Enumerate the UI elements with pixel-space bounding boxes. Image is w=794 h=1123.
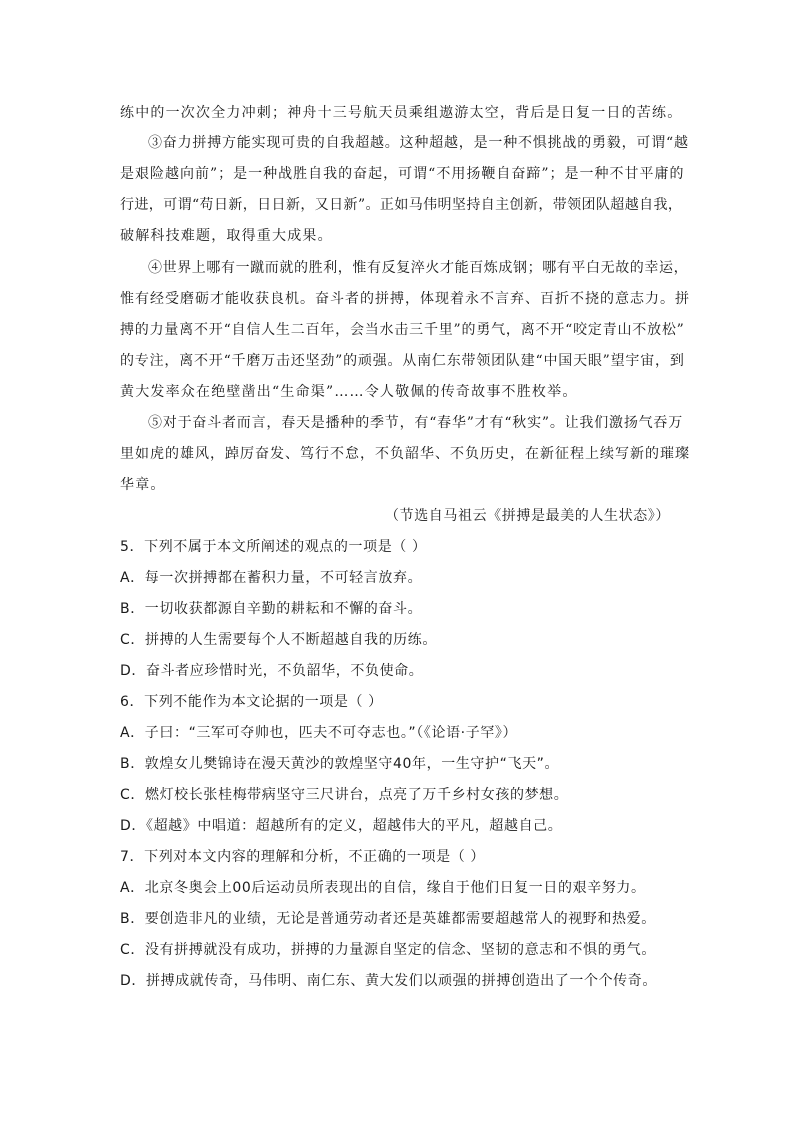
question-5-option-a: A．每一次拼搏都在蓄积力量，不可轻言放弃。 — [120, 570, 423, 586]
passage-paragraph-5: ⑤对于奋斗者而言，春天是播种的季节，有“春华”才有“秋实”。让我们激扬气吞万 — [148, 415, 684, 431]
question-6-option-d: D．《超越》中唱道：超越所有的定义，超越伟大的平凡，超越自己。 — [120, 818, 563, 834]
question-7-option-c: C．没有拼搏就没有成功，拼搏的力量源自坚定的信念、坚韧的意志和不惧的勇气。 — [120, 942, 656, 958]
passage-line: 练中的一次次全力冲刺；神舟十三号航天员乘组遨游太空，背后是日复一日的苦练。 — [120, 105, 683, 121]
passage-paragraph-3: ③奋力拼搏方能实现可贵的自我超越。这种超越，是一种不惧挑战的勇毅，可谓“越 — [148, 135, 689, 151]
passage-line: 是艰险越向前”；是一种战胜自我的奋起，可谓“不用扬鞭自奋蹄”；是一种不甘平庸的 — [120, 166, 685, 182]
question-5-option-c: C．拼搏的人生需要每个人不断超越自我的历练。 — [120, 632, 437, 648]
question-5-option-d: D．奋斗者应珍惜时光，不负韶华，不负使命。 — [120, 663, 424, 679]
passage-line: 行进，可谓“苟日新，日日新，又日新”。正如马伟明坚持自主创新，带领团队超越自我， — [120, 197, 683, 213]
question-5-option-b: B．一切收获都源自辛勤的耕耘和不懈的奋斗。 — [120, 601, 423, 617]
passage-line: 惟有经受磨砺才能收获良机。奋斗者的拼搏，体现着永不言弃、百折不挠的意志力。拼 — [120, 291, 690, 307]
passage-source: （节选自马祖云《拼搏是最美的人生状态》） — [385, 508, 670, 524]
question-7-option-d: D．拼搏成就传奇，马伟明、南仁东、黄大发们以顽强的拼搏创造出了一个个传奇。 — [120, 973, 657, 989]
question-6-option-b: B．敦煌女儿樊锦诗在漫天黄沙的敦煌坚守40年，一生守护“飞天”。 — [120, 756, 560, 772]
passage-line: 华章。 — [120, 477, 166, 493]
passage-line: 搏的力量离不开“自信人生二百年，会当水击三千里”的勇气，离不开“咬定青山不放松” — [120, 322, 685, 338]
question-6-option-a: A．子曰：“三军可夺帅也，匹夫不可夺志也。”（《论语·子罕》） — [120, 725, 518, 741]
passage-line: 的专注，离不开“千磨万击还坚劲”的顽强。从南仁东带领团队建“中国天眼”望宇宙，到 — [120, 353, 685, 369]
passage-line: 里如虎的雄风，踔厉奋发、笃行不怠，不负韶华、不负历史，在新征程上续写新的璀璨 — [120, 446, 690, 462]
question-6-option-c: C．燃灯校长张桂梅带病坚守三尺讲台，点亮了万千乡村女孩的梦想。 — [120, 787, 569, 803]
question-5-stem: 5．下列不属于本文所阐述的观点的一项是（ ） — [120, 539, 427, 555]
question-7-option-b: B．要创造非凡的业绩，无论是普通劳动者还是英雄都需要超越常人的视野和热爱。 — [120, 911, 656, 927]
question-7-stem: 7．下列对本文内容的理解和分析，不正确的一项是（ ） — [120, 849, 485, 865]
passage-paragraph-4: ④世界上哪有一蹴而就的胜利，惟有反复淬火才能百炼成钢；哪有平白无故的幸运， — [148, 260, 689, 276]
question-7-option-a: A．北京冬奥会上00后运动员所表现出的自信，缘自于他们日复一日的艰辛努力。 — [120, 880, 646, 896]
passage-line: 破解科技难题，取得重大成果。 — [120, 228, 333, 244]
passage-line: 黄大发率众在绝壁凿出“生命渠”……令人敬佩的传奇故事不胜枚举。 — [120, 384, 578, 400]
question-6-stem: 6．下列不能作为本文论据的一项是（ ） — [120, 694, 383, 710]
